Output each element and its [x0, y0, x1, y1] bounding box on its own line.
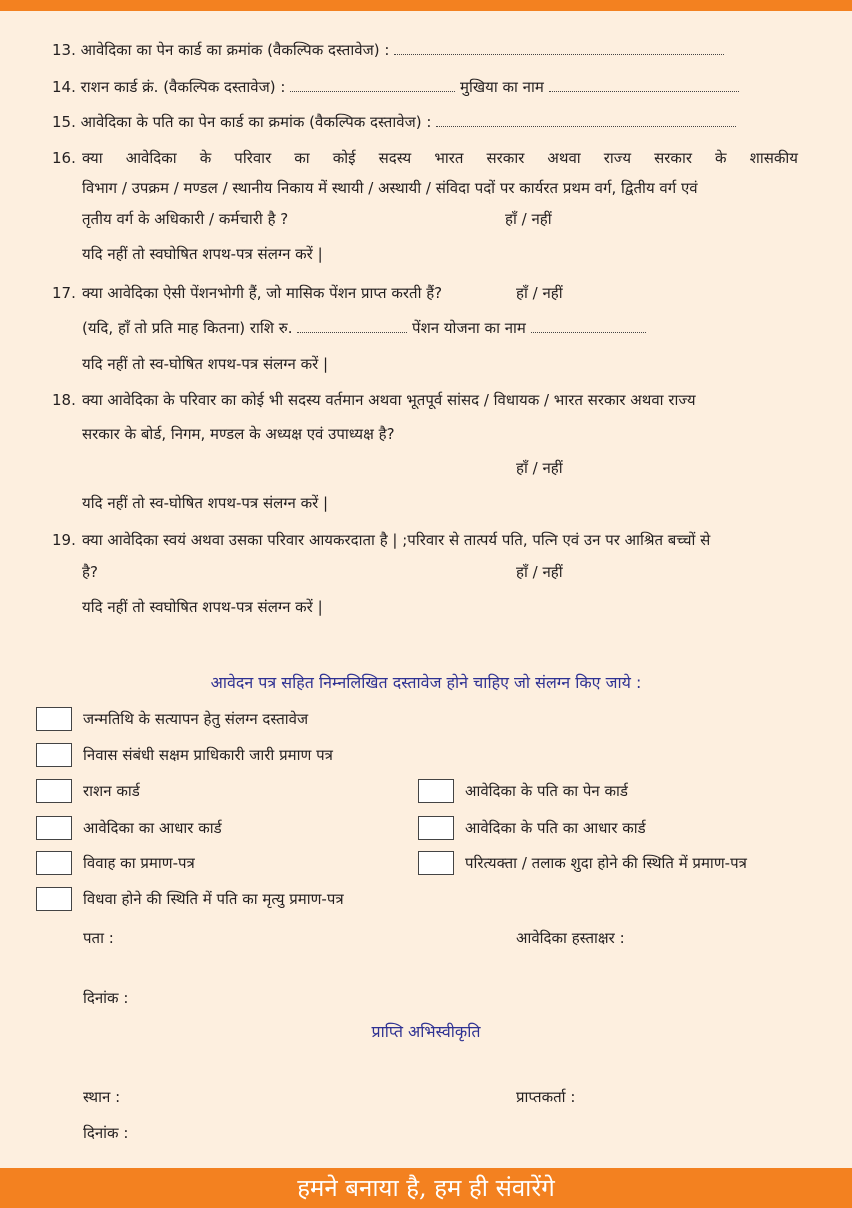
doc-ration-label: राशन कार्ड — [83, 782, 140, 800]
q13-field[interactable] — [394, 40, 724, 55]
checkbox-aadhaar[interactable] — [36, 816, 72, 840]
date-label: दिनांक : — [83, 989, 129, 1007]
q17-note: यदि नहीं तो स्व-घोषित शपथ-पत्र संलग्न करें | — [82, 355, 329, 373]
q14-label: राशन कार्ड क्रं. (वैकल्पिक दस्तावेज) : — [80, 78, 286, 96]
doc-divorce-label: परित्यक्ता / तलाक शुदा होने की स्थिति में प्रमाण-पत्र — [465, 854, 747, 872]
checkbox-divorce[interactable] — [418, 851, 454, 875]
documents-heading: आवेदन पत्र सहित निम्नलिखित दस्तावेज होने चाहिए जो संलग्न किए जाये : — [210, 673, 642, 692]
address-label: पता : — [83, 929, 114, 947]
doc-marriage-label: विवाह का प्रमाण-पत्र — [83, 854, 195, 872]
q19-line2: है? — [82, 563, 98, 581]
q17-yes-no[interactable]: हाँ / नहीं — [516, 284, 563, 302]
pension-amount-label: (यदि, हाँ तो प्रति माह कितना) राशि रु. — [82, 319, 293, 337]
q16-number: 16. — [52, 149, 76, 167]
q19-note: यदि नहीं तो स्वघोषित शपथ-पत्र संलग्न करें | — [82, 598, 323, 616]
doc-aadhaar-label: आवेदिका का आधार कार्ड — [83, 819, 222, 837]
doc-residence-label: निवास संबंधी सक्षम प्राधिकारी जारी प्रमाण पत्र — [83, 746, 333, 764]
q13-label: आवेदिका का पेन कार्ड का क्रमांक (वैकल्पिक दस्तावेज) : — [80, 41, 390, 59]
checkbox-marriage[interactable] — [36, 851, 72, 875]
q18-note: यदि नहीं तो स्व-घोषित शपथ-पत्र संलग्न करें | — [82, 494, 329, 512]
head-name-field[interactable] — [549, 77, 739, 92]
pension-amount-field[interactable] — [297, 318, 407, 333]
signature-label: आवेदिका हस्ताक्षर : — [516, 929, 625, 947]
doc-husband-aadhaar-label: आवेदिका के पति का आधार कार्ड — [465, 819, 646, 837]
q17-line1: क्या आवेदिका ऐसी पेंशनभोगी हैं, जो मासिक पेंशन प्राप्त करती हैं? — [82, 284, 443, 302]
footer-slogan: हमने बनाया है, हम ही संवारेंगे — [297, 1174, 555, 1202]
q16-note: यदि नहीं तो स्वघोषित शपथ-पत्र संलग्न करें | — [82, 245, 323, 263]
receiver-label: प्राप्तकर्ता : — [516, 1088, 576, 1106]
q19-number: 19. — [52, 531, 76, 549]
q18-line1: क्या आवेदिका के परिवार का कोई भी सदस्य वर्तमान अथवा भूतपूर्व सांसद / विधायक / भारत सरकार अथवा राज्य — [82, 391, 696, 409]
q18-number: 18. — [52, 391, 76, 409]
q15-label: आवेदिका के पति का पेन कार्ड का क्रमांक (वैकल्पिक दस्तावेज) : — [80, 113, 432, 131]
ration-card-field[interactable] — [290, 77, 455, 92]
q16-line2: विभाग / उपक्रम / मण्डल / स्थानीय निकाय में स्थायी / अस्थायी / संविदा पदों पर कार्यरत प्रथम वर्ग, द्वितीय वर्ग एवं — [82, 179, 698, 197]
q18-yes-no[interactable]: हाँ / नहीं — [516, 459, 563, 477]
doc-widow-label: विधवा होने की स्थिति में पति का मृत्यु प्रमाण-पत्र — [83, 890, 344, 908]
receipt-date-label: दिनांक : — [83, 1124, 129, 1142]
q15-number: 15. — [52, 113, 76, 131]
q14-number: 14. — [52, 78, 76, 96]
q13 — [52, 40, 724, 60]
q15 — [52, 112, 736, 132]
pension-scheme-label: पेंशन योजना का नाम — [412, 319, 526, 337]
top-accent-bar — [0, 0, 852, 11]
checkbox-widow[interactable] — [36, 887, 72, 911]
checkbox-ration[interactable] — [36, 779, 72, 803]
head-name-label: मुखिया का नाम — [460, 78, 544, 96]
q14 — [52, 77, 739, 97]
receipt-heading: प्राप्ति अभिस्वीकृति — [371, 1022, 481, 1041]
q16-yes-no[interactable]: हाँ / नहीं — [505, 210, 552, 228]
checkbox-residence[interactable] — [36, 743, 72, 767]
checkbox-husband-aadhaar[interactable] — [418, 816, 454, 840]
footer-banner — [0, 1168, 852, 1208]
place-label: स्थान : — [83, 1088, 121, 1106]
q17-number: 17. — [52, 284, 76, 302]
doc-birth-label: जन्मतिथि के सत्यापन हेतु संलग्न दस्तावेज — [83, 710, 309, 728]
q15-field[interactable] — [436, 112, 736, 127]
checkbox-husband-pan[interactable] — [418, 779, 454, 803]
q19-line1: क्या आवेदिका स्वयं अथवा उसका परिवार आयकरदाता है | ;परिवार से तात्पर्य पति, पत्नि एवं उन पर आश्रित बच्चों से — [82, 531, 711, 549]
q19-yes-no[interactable]: हाँ / नहीं — [516, 563, 563, 581]
q13-number: 13. — [52, 41, 76, 59]
checkbox-birth[interactable] — [36, 707, 72, 731]
pension-scheme-field[interactable] — [531, 318, 646, 333]
doc-husband-pan-label: आवेदिका के पति का पेन कार्ड — [465, 782, 628, 800]
q16-line3: तृतीय वर्ग के अधिकारी / कर्मचारी है ? — [82, 210, 289, 228]
q18-line2: सरकार के बोर्ड, निगम, मण्डल के अध्यक्ष एवं उपाध्यक्ष है? — [82, 425, 395, 443]
q16-line1: क्या आवेदिका के परिवार का कोई सदस्य भारत सरकार अथवा राज्य सरकार के शासकीय — [82, 149, 798, 167]
